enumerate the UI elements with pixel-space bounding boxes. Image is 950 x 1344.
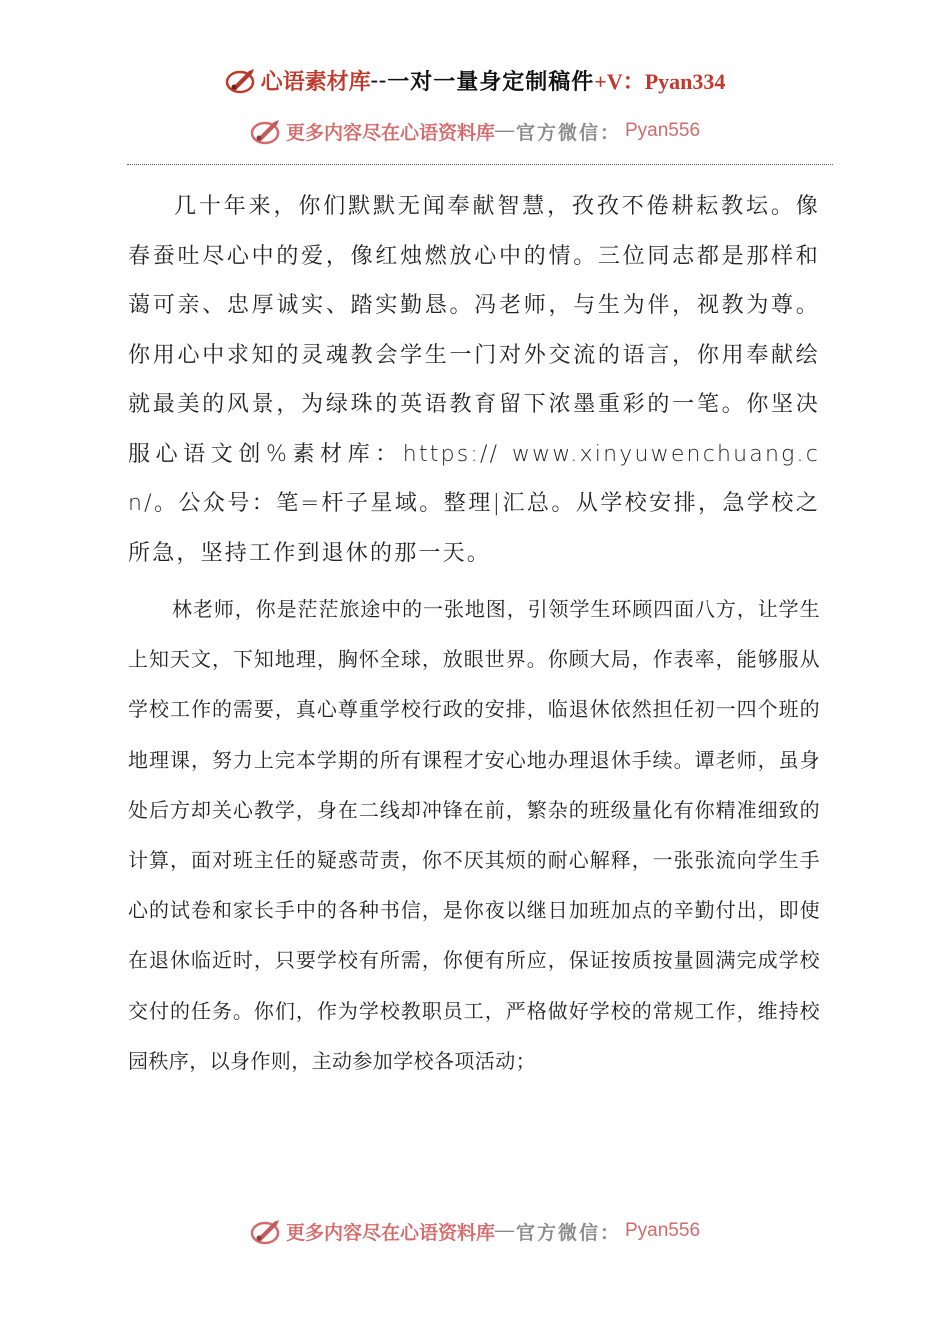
banner-account: Pyan556 <box>625 1220 701 1241</box>
banner-wechat-label: 官方微信： <box>515 1222 621 1244</box>
banner-text: 更多内容尽在心语资料库 <box>285 122 495 144</box>
header-slogan: 一对一量身定制稿件 <box>387 68 595 94</box>
banner-wechat-label: 官方微信： <box>515 122 621 144</box>
paragraph-1: 几十年来，你们默默无闻奉献智慧，孜孜不倦耕耘教坛。像春蚕吐尽心中的爱，像红烛燃放心中的情。三位同志都是那样和蔼可亲、忠厚诚实、踏实勤恳。冯老师，与生为伴，视教为尊。你用心中求知的灵魂教会学生一门对外交流的语言，你用奉献绘就最美的风景，为绿珠的英语教育留下浓墨重彩的一笔。你坚决服心语文创%素材库：https:// www.xinyuwenchuang.cn/。公众号：笔=杆子星域。整理|汇总。从学校安排，急学校之所急，坚持工作到退休的那一天。 <box>128 194 820 566</box>
bottom-banner <box>0 1214 950 1248</box>
header-contact: +V：Pyan334 <box>594 68 726 94</box>
banner-dash: — <box>494 1220 516 1241</box>
banner-account: Pyan556 <box>625 120 701 141</box>
pen-logo-icon <box>225 65 259 95</box>
header-separator: -- <box>370 67 388 92</box>
header-line <box>0 62 950 98</box>
paragraph-2: 林老师，你是茫茫旅途中的一张地图，引领学生环顾四面八方，让学生上知天文，下知地理，胸怀全球，放眼世界。你顾大局，作表率，能够服从学校工作的需要，真心尊重学校行政的安排，临退休依然担任初一四个班的地理课，努力上完本学期的所有课程才安心地办理退休手续。谭老师，虽身处后方却关心教学，身在二线却冲锋在前，繁杂的班级量化有你精准细致的计算，面对班主任的疑惑苛责，你不厌其烦的耐心解释，一张张流向学生手心的试卷和家长手中的各种书信，是你夜以继日加班加点的辛勤付出，即使在退休临近时，只要学校有所需，你便有所应，保证按质按量圆满完成学校交付的任务。你们，作为学校教职员工，严格做好学校的常规工作，维持校园秩序，以身作则，主动参加学校各项活动； <box>128 597 820 1073</box>
top-banner <box>0 114 950 148</box>
document-body <box>128 182 820 1086</box>
pen-logo-icon <box>250 1216 284 1246</box>
pen-logo-icon <box>250 116 284 146</box>
banner-text: 更多内容尽在心语资料库 <box>285 1222 495 1244</box>
banner-dash: — <box>494 120 516 141</box>
header-divider <box>127 164 833 165</box>
brand-name: 心语素材库 <box>260 68 371 94</box>
